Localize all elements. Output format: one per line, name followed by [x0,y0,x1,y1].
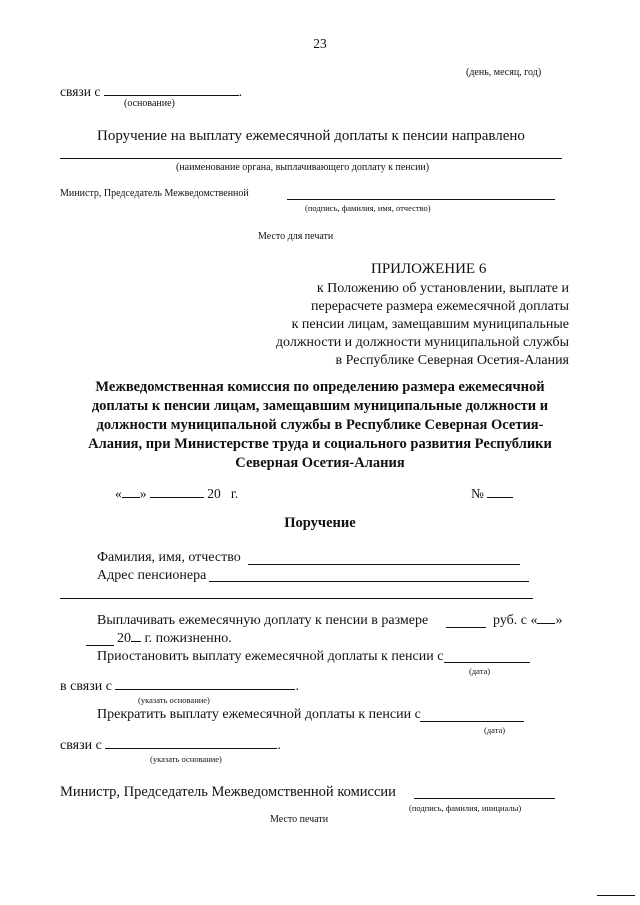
number-sign: № [471,486,484,501]
signature-hint-top: (подпись, фамилия, имя, отчество) [305,203,431,213]
appendix-line-1: к Положению об установлении, выплате и [316,281,569,296]
suspend-reason-dot: . [295,679,299,694]
minister-signature-blank-bottom [414,798,555,799]
commission-line-5: Северная Осетия-Алания [235,455,405,471]
commission-line-2: доплаты к пенсии лицам, замещавшим муниципальные должности и [91,398,549,414]
stop-reason-dot: . [277,738,281,753]
order-title: Поручение [284,515,356,531]
date-row [115,487,238,501]
reason-hint: (основание) [124,98,175,109]
year-prefix: 20 [207,486,221,501]
minister-label-bottom: Министр, Председатель Межведомственной комиссии [60,784,396,800]
minister-signature-blank-top [287,199,555,200]
seal-place-top: Место для печати [258,231,334,242]
stop-reason-line [60,739,281,753]
appendix-line-4: должности и должности муниципальной службы [275,335,569,350]
pay-day-blank [537,622,555,624]
reason-dot: . [238,84,243,99]
appendix-title: ПРИЛОЖЕНИЕ 6 [371,261,487,277]
reason-prefix: связи с [60,84,101,99]
lifetime-year-blank [131,640,141,642]
reason-line [60,85,242,99]
organ-blank [60,158,562,159]
open-quote: « [115,486,122,501]
signature-hint-bottom: (подпись, фамилия, инициалы) [409,803,522,813]
year-suffix: г. [230,486,239,501]
suspend-text: Приостановить выплату ежемесячной доплаты к пенсии с [97,649,444,664]
pay-text: Выплачивать ежемесячную доплату к пенсии в размере [97,613,429,628]
suspend-reason-hint: (указать основание) [138,695,210,705]
page-number: 23 [313,36,327,51]
minister-label-top: Министр, Председатель Межведомственной [60,188,249,199]
month-blank [150,496,204,498]
date-hint: (день, месяц, год) [466,67,542,78]
suspend-reason-line [60,680,299,694]
commission-line-1: Межведомственная комиссия по определению размера ежемесячной [95,379,545,395]
pay-close-quote: » [555,613,563,628]
close-quote: » [139,486,147,501]
lifetime-line [117,632,232,646]
address-blank [209,581,529,582]
appendix-line-3: к пенсии лицам, замещавшим муниципальные [291,317,569,332]
stop-date-hint: (дата) [484,725,506,735]
pay-amount-blank [446,627,486,628]
number-blank [487,496,513,498]
suspend-date-blank [444,662,530,663]
address-blank-2 [60,598,533,599]
pay-rub-text: руб. с « [493,613,538,628]
stop-reason-prefix: связи с [60,738,102,753]
day-blank [122,496,140,498]
commission-line-3: должности муниципальной службы в Республике Северная Осетия- [96,417,544,433]
directed-text: Поручение на выплату ежемесячной доплаты к пенсии направлено [97,128,525,144]
number-row [471,487,513,501]
organ-hint: (наименование органа, выплачивающего доплату к пенсии) [176,162,430,173]
suspend-reason-blank [115,688,295,690]
stop-reason-hint: (указать основание) [150,754,222,764]
pay-month-blank [86,645,114,646]
stop-date-blank [420,721,524,722]
suspend-date-hint: (дата) [469,666,491,676]
lifetime-year: 20 [117,631,131,646]
footer-rule [597,895,635,896]
appendix-line-2: перерасчете размера ежемесячной доплаты [311,299,569,314]
appendix-line-5: в Республике Северная Осетия-Алания [335,353,569,368]
suspend-reason-prefix: в связи с [60,679,112,694]
lifetime-text: г. пожизненно. [144,631,232,646]
pay-rub [493,614,562,628]
stop-reason-blank [105,747,277,749]
fio-blank [248,564,520,565]
commission-line-4: Алания, при Министерстве труда и социального развития Республики [88,436,552,452]
address-label: Адрес пенсионера [97,568,207,583]
stop-text: Прекратить выплату ежемесячной доплаты к пенсии с [97,707,421,722]
seal-place-bottom: Место печати [270,814,329,825]
reason-blank [104,94,239,96]
fio-label: Фамилия, имя, отчество [97,550,241,565]
